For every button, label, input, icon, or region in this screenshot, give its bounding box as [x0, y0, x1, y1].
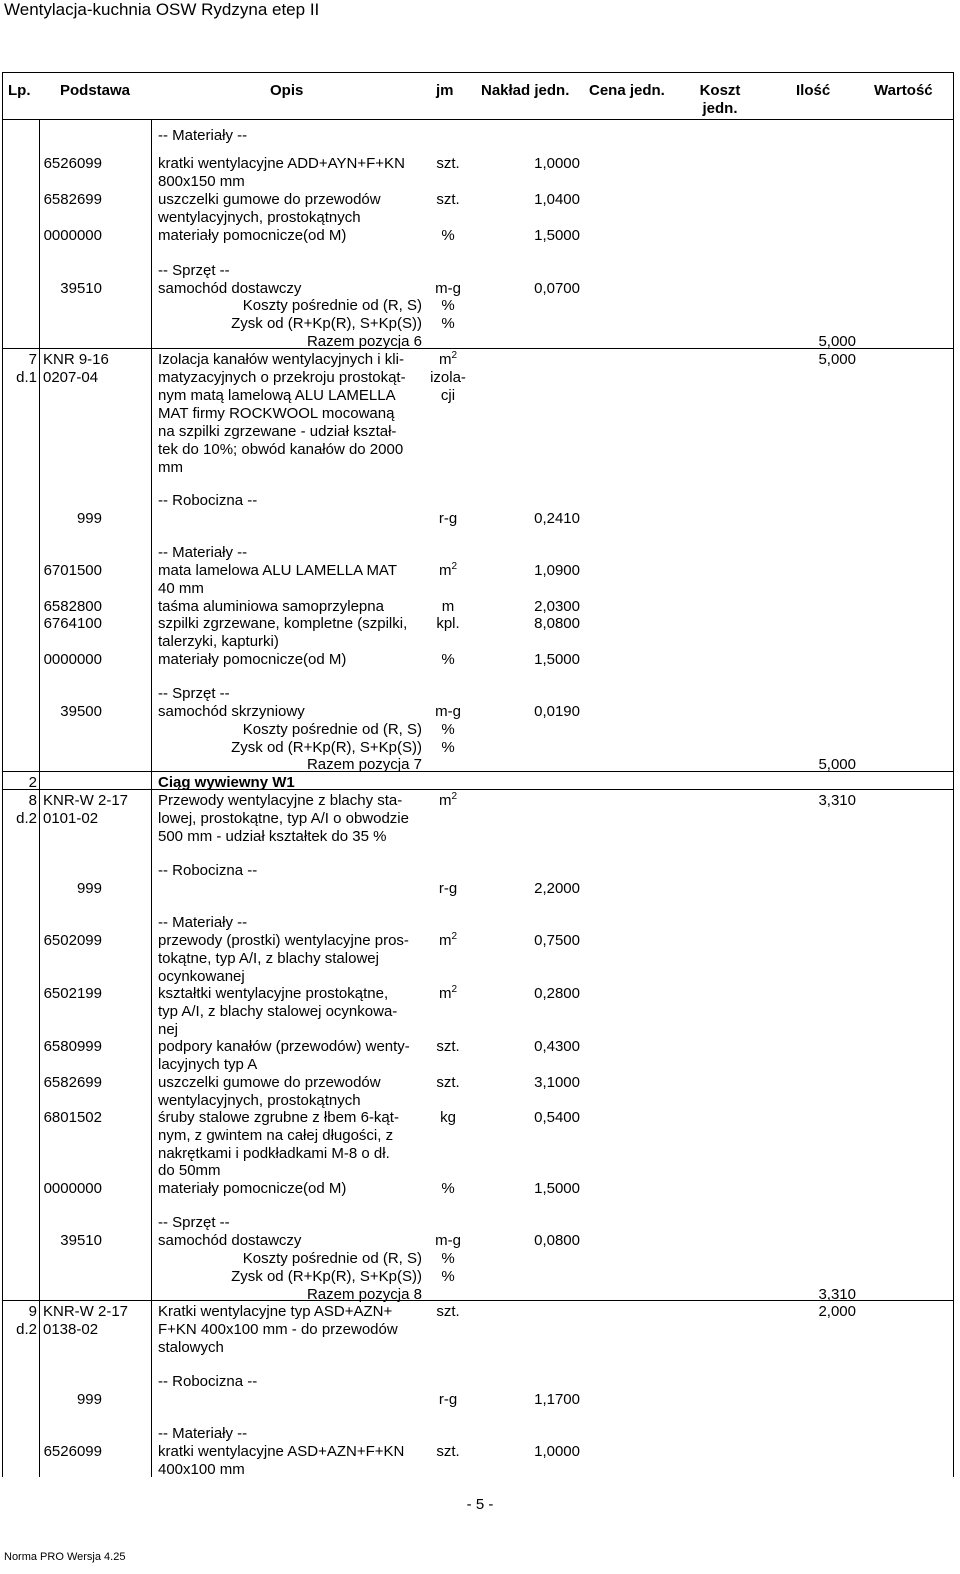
cell-opis: kratki wentylacyjne ADD+AYN+F+KN [158, 155, 405, 172]
footer: Norma PRO Wersja 4.25 [4, 1551, 126, 1563]
cell-opis: taśma aluminiowa samoprzylepna [158, 598, 384, 615]
cell-jm: izola- [430, 369, 466, 386]
cell-jm: % [441, 1268, 455, 1285]
cell-wartosc: 5,000 [818, 333, 856, 350]
cell-jm: kpl. [436, 615, 460, 632]
cell-opis: kształtki wentylacyjne prostokątne, [158, 985, 389, 1002]
cell-jm: $m^2$ [438, 984, 458, 1002]
cell-opis: na szpilki zgrzewane - udział kształ- [158, 423, 397, 440]
cell-naklad: 2,0300 [534, 598, 580, 615]
cell-kod: 39500 [60, 703, 102, 720]
cell-opis: typ A/I, z blachy stalowej ocynkowa- [158, 1003, 398, 1020]
cell-opis: szpilki zgrzewane, kompletne (szpilki, [158, 615, 408, 632]
cell-jm: % [441, 227, 455, 244]
cell-jm: m-g [435, 703, 461, 720]
cell-jm: % [441, 739, 455, 756]
cell-kod: 6502099 [43, 932, 102, 949]
row-divider [2, 789, 954, 790]
cell-opis: materiały pomocnicze(od M) [158, 227, 347, 244]
cell-opis: wentylacyjnych, prostokątnych [158, 209, 361, 226]
cell-kod: 6580999 [43, 1038, 102, 1055]
cell-opis_r: Razem pozycja 6 [306, 333, 422, 350]
unit-exponent: 2 [451, 561, 458, 572]
cell-jm: m [441, 598, 455, 615]
cell-jm: % [441, 1180, 455, 1197]
cell-podstawa: KNR-W 2-17 [43, 1303, 129, 1320]
cell-opis: matyzacyjnych o przekroju prostokąt- [158, 369, 406, 386]
cell-jm: $m^2$ [438, 931, 458, 949]
cell-opis: samochód skrzyniowy [158, 703, 305, 720]
cell-opis: wentylacyjnych, prostokątnych [158, 1092, 361, 1109]
cell-jm: $m^2$ [438, 791, 458, 809]
unit-exponent: 2 [451, 931, 458, 942]
unit-exponent: 2 [451, 791, 458, 802]
cell-kod: 0000000 [43, 651, 102, 668]
cell-naklad: 0,7500 [534, 932, 580, 949]
cell-opis: nakrętkami i podkładkami M-8 o dł. [158, 1145, 390, 1162]
cell-podstawa: KNR 9-16 [43, 351, 109, 368]
cell-jm: r-g [438, 510, 458, 527]
cell-wartosc: 2,000 [818, 1303, 856, 1320]
cell-opis: 500 mm - udział kształtek do 35 % [158, 828, 387, 845]
cell-wartosc: 5,000 [818, 351, 856, 368]
cell-jm: cji [440, 387, 456, 404]
page-number: - 5 - [466, 1496, 494, 1513]
cell-opis: 400x100 mm [158, 1461, 245, 1478]
col-divider [39, 120, 40, 1477]
cell-opis: mm [158, 459, 183, 476]
cell-jm: szt. [436, 191, 460, 208]
cell-opis: -- Materiały -- [158, 127, 248, 144]
col-divider [953, 120, 954, 1477]
cell-naklad: 0,0800 [534, 1232, 580, 1249]
cell-opis_r: Razem pozycja 7 [306, 756, 422, 773]
cell-kod: 6582800 [43, 598, 102, 615]
cell-lp: d.1 [16, 369, 37, 386]
cell-kod: 999 [76, 880, 102, 897]
cell-jm: szt. [436, 1038, 460, 1055]
cell-naklad: 1,5000 [534, 651, 580, 668]
cell-kod: 6502199 [43, 985, 102, 1002]
cell-kod: 6526099 [43, 1443, 102, 1460]
cell-opis_r: Zysk od (R+Kp(R), S+Kp(S)) [231, 1268, 422, 1285]
cell-opis: Ciąg wywiewny W1 [158, 774, 295, 791]
document-title: Wentylacja-kuchnia OSW Rydzyna etep II [4, 0, 320, 19]
cell-opis: 800x150 mm [158, 173, 245, 190]
cell-opis: kratki wentylacyjne ASD+AZN+F+KN [158, 1443, 405, 1460]
header-koszt: Koszt jedn. [699, 82, 741, 117]
cell-opis: -- Robocizna -- [158, 492, 258, 509]
cell-opis: -- Sprzęt -- [158, 1214, 230, 1231]
cell-naklad: 0,2410 [534, 510, 580, 527]
cell-opis: lacyjnych typ A [158, 1056, 258, 1073]
cell-opis: Izolacja kanałów wentylacyjnych i kli- [158, 351, 404, 368]
cell-naklad: 1,0000 [534, 1443, 580, 1460]
cell-jm: r-g [438, 880, 458, 897]
cell-opis: lowej, prostokątne, typ A/I o obwodzie [158, 810, 409, 827]
cell-kod: 6764100 [43, 615, 102, 632]
cell-opis: materiały pomocnicze(od M) [158, 651, 347, 668]
cell-naklad: 1,1700 [534, 1391, 580, 1408]
cell-podstawa: 0207-04 [43, 369, 99, 386]
cell-naklad: 1,0000 [534, 155, 580, 172]
cell-naklad: 1,5000 [534, 1180, 580, 1197]
cell-lp: d.2 [16, 1321, 37, 1338]
cell-opis: -- Sprzęt -- [158, 685, 230, 702]
cell-opis: nej [158, 1021, 179, 1038]
cell-jm: r-g [438, 1391, 458, 1408]
cell-opis: stalowych [158, 1339, 224, 1356]
cell-naklad: 0,5400 [534, 1109, 580, 1126]
cell-kod: 6701500 [43, 562, 102, 579]
cell-opis: uszczelki gumowe do przewodów [158, 191, 381, 208]
unit-exponent: 2 [451, 984, 458, 995]
cell-kod: 39510 [60, 280, 102, 297]
cell-opis: nym matą lamelową ALU LAMELLA [158, 387, 396, 404]
cell-podstawa: 0101-02 [43, 810, 99, 827]
cell-opis: -- Materiały -- [158, 1425, 248, 1442]
cell-kod: 999 [76, 1391, 102, 1408]
cell-kod: 0000000 [43, 227, 102, 244]
cell-podstawa: 0138-02 [43, 1321, 99, 1338]
cell-lp: 7 [28, 351, 37, 368]
cell-opis_r: Koszty pośrednie od (R, S) [242, 721, 422, 738]
cell-lp: d.2 [16, 810, 37, 827]
header-naklad: Nakład jedn. [481, 82, 570, 99]
cell-opis: F+KN 400x100 mm - do przewodów [158, 1321, 398, 1338]
cell-lp: 2 [28, 774, 37, 791]
cell-opis: talerzyki, kapturki) [158, 633, 279, 650]
cell-opis_r: Zysk od (R+Kp(R), S+Kp(S)) [231, 739, 422, 756]
cell-kod: 39510 [60, 1232, 102, 1249]
cell-jm: $m^2$ [438, 561, 458, 579]
cell-jm: m-g [435, 280, 461, 297]
cell-jm: % [441, 297, 455, 314]
cell-opis: -- Materiały -- [158, 544, 248, 561]
cell-opis: uszczelki gumowe do przewodów [158, 1074, 381, 1091]
cell-jm: szt. [436, 155, 460, 172]
cell-opis: Przewody wentylacyjne z blachy sta- [158, 792, 403, 809]
unit-exponent: 2 [451, 350, 458, 361]
cell-opis: przewody (prostki) wentylacyjne pros- [158, 932, 409, 949]
cell-opis: do 50mm [158, 1162, 221, 1179]
cell-kod: 999 [76, 510, 102, 527]
cell-kod: 6582699 [43, 191, 102, 208]
cell-opis: MAT firmy ROCKWOOL mocowaną [158, 405, 395, 422]
cell-opis_r: Zysk od (R+Kp(R), S+Kp(S)) [231, 315, 422, 332]
cell-podstawa: KNR-W 2-17 [43, 792, 129, 809]
cell-jm: szt. [436, 1074, 460, 1091]
header-wartosc: Wartość [874, 82, 933, 99]
cell-opis_r: Koszty pośrednie od (R, S) [242, 297, 422, 314]
header-cena: Cena jedn. [589, 82, 665, 99]
cell-opis: -- Materiały -- [158, 914, 248, 931]
cell-jm: kg [440, 1109, 456, 1126]
cell-wartosc: 5,000 [818, 756, 856, 773]
cell-opis: tek do 10%; obwód kanałów do 2000 [158, 441, 404, 458]
cell-naklad: 2,2000 [534, 880, 580, 897]
cell-opis: śruby stalowe zgrubne z łbem 6-kąt- [158, 1109, 399, 1126]
cell-naklad: 1,5000 [534, 227, 580, 244]
cell-wartosc: 3,310 [818, 1286, 856, 1303]
cell-opis: -- Sprzęt -- [158, 262, 230, 279]
cell-opis: -- Robocizna -- [158, 1373, 258, 1390]
cell-opis: samochód dostawczy [158, 280, 302, 297]
cell-jm: % [441, 315, 455, 332]
cell-jm: % [441, 651, 455, 668]
header-lp: Lp. [8, 82, 31, 99]
cell-naklad: 3,1000 [534, 1074, 580, 1091]
cell-opis: materiały pomocnicze(od M) [158, 1180, 347, 1197]
cell-naklad: 1,0400 [534, 191, 580, 208]
header-opis: Opis [270, 82, 304, 99]
cell-kod: 6526099 [43, 155, 102, 172]
cell-opis: samochód dostawczy [158, 1232, 302, 1249]
cell-jm: szt. [436, 1303, 460, 1320]
cell-opis: nym, z gwintem na całej długości, z [158, 1127, 394, 1144]
cell-opis: -- Robocizna -- [158, 862, 258, 879]
cell-opis: ocynkowanej [158, 968, 245, 985]
cell-kod: 6582699 [43, 1074, 102, 1091]
cell-opis: podpory kanałów (przewodów) wenty- [158, 1038, 410, 1055]
cell-jm: szt. [436, 1443, 460, 1460]
cell-jm: % [441, 1250, 455, 1267]
cell-lp: 9 [28, 1303, 37, 1320]
cell-wartosc: 3,310 [818, 792, 856, 809]
cell-naklad: 8,0800 [534, 615, 580, 632]
cell-opis: 40 mm [158, 580, 204, 597]
cell-opis: mata lamelowa ALU LAMELLA MAT [158, 562, 397, 579]
cell-naklad: 0,0700 [534, 280, 580, 297]
cell-naklad: 0,0190 [534, 703, 580, 720]
cell-opis_r: Razem pozycja 8 [306, 1286, 422, 1303]
header-podstawa: Podstawa [60, 82, 131, 99]
cell-lp: 8 [28, 792, 37, 809]
cell-jm: $m^2$ [438, 350, 458, 368]
cell-kod: 0000000 [43, 1180, 102, 1197]
cell-naklad: 1,0900 [534, 562, 580, 579]
cell-jm: m-g [435, 1232, 461, 1249]
cell-jm: % [441, 721, 455, 738]
cell-naklad: 0,2800 [534, 985, 580, 1002]
cell-opis: Kratki wentylacyjne typ ASD+AZN+ [158, 1303, 393, 1320]
header-jm: jm [436, 82, 454, 99]
header-ilosc: Ilość [796, 82, 831, 99]
cell-kod: 6801502 [43, 1109, 102, 1126]
cell-opis_r: Koszty pośrednie od (R, S) [242, 1250, 422, 1267]
cell-opis: tokątne, typ A/I, z blachy stalowej [158, 950, 379, 967]
cell-naklad: 0,4300 [534, 1038, 580, 1055]
